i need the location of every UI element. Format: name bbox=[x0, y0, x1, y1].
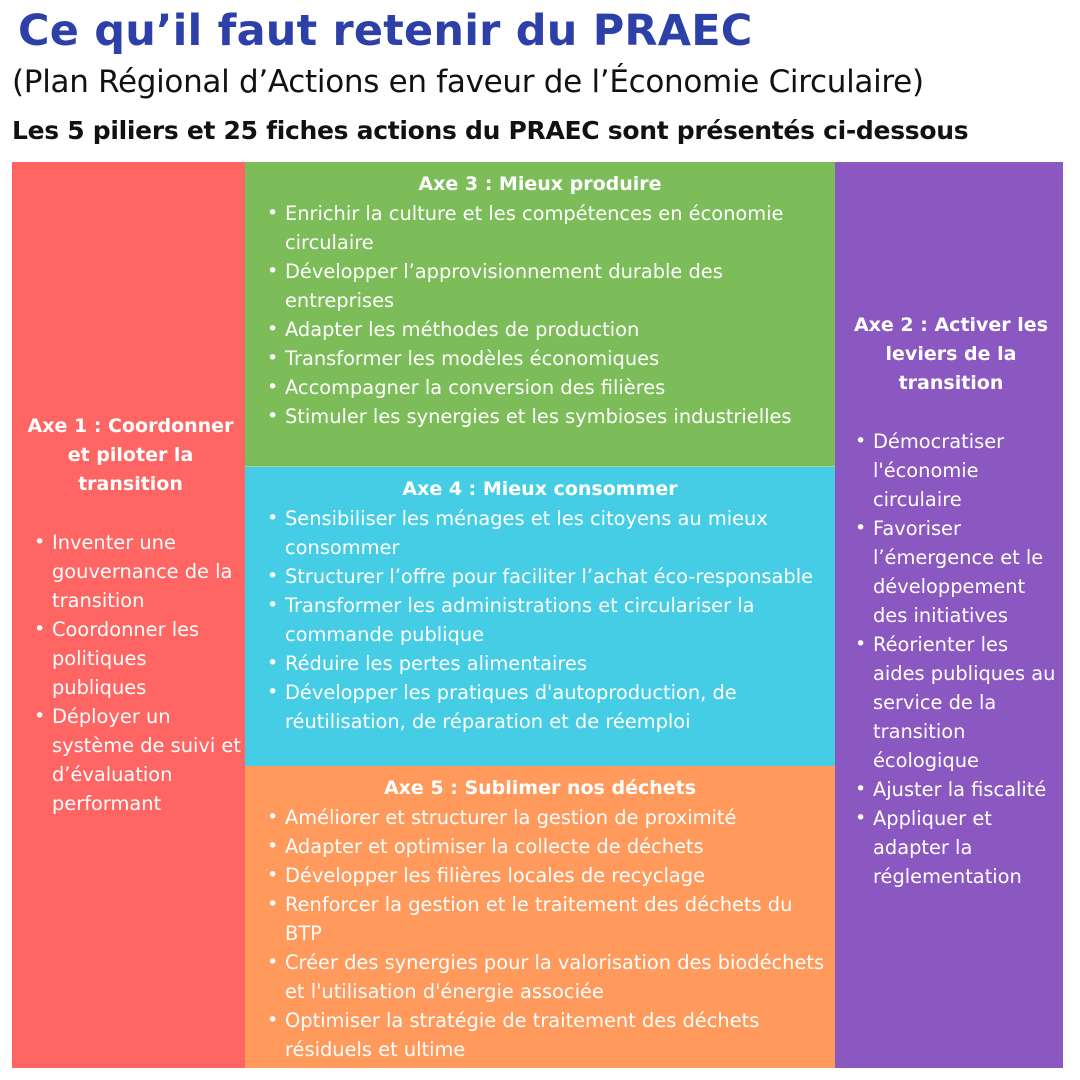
axe-5-item: • Optimiser la stratégie de traitement des déchets résiduels et ultime bbox=[253, 1006, 827, 1064]
axe-3-item: • Adapter les méthodes de production bbox=[253, 315, 827, 344]
axe-5-item: • Renforcer la gestion et le traitement des déchets du BTP bbox=[253, 890, 827, 948]
axe-3-item: • Transformer les modèles économiques bbox=[253, 344, 827, 373]
axe-4-item: • Transformer les administrations et circulariser la commande publique bbox=[253, 591, 827, 649]
axe-4-panel bbox=[245, 466, 835, 766]
axe-5-item: • Adapter et optimiser la collecte de déchets bbox=[253, 832, 827, 861]
axe-3-item: • Enrichir la culture et les compétences en économie circulaire bbox=[253, 199, 827, 257]
axe-2-item: • Ajuster la fiscalité bbox=[841, 775, 1061, 804]
axe-5-item: • Créer des synergies pour la valorisation des biodéchets et l'utilisation d'énergie associée bbox=[253, 948, 827, 1006]
axe-4-list bbox=[253, 504, 827, 736]
axe-5-panel bbox=[245, 766, 835, 1068]
axe-5-item: • Développer les filières locales de recyclage bbox=[253, 861, 827, 890]
axe-4-item: • Développer les pratiques d'autoproduction, de réutilisation, de réparation et de réemploi bbox=[253, 678, 827, 736]
axe-3-panel bbox=[245, 162, 835, 466]
axe-1-item: • Inventer une gouvernance de la transition bbox=[20, 528, 241, 615]
axe-2-item: • Favoriser l’émergence et le développement des initiatives bbox=[841, 514, 1061, 630]
axe-1-list bbox=[20, 528, 241, 818]
axe-3-item: • Stimuler les synergies et les symbioses industrielles bbox=[253, 402, 827, 431]
axe-5-item: • Améliorer et structurer la gestion de proximité bbox=[253, 803, 827, 832]
axe-5-title: Axe 5 : Sublimer nos déchets bbox=[383, 777, 697, 799]
axe-5-list bbox=[253, 803, 827, 1064]
axe-2-item: • Réorienter les aides publiques au service de la transition écologique bbox=[841, 630, 1061, 775]
page-title: Ce qu’il faut retenir du PRAEC bbox=[18, 6, 753, 56]
axe-2-item: • Appliquer et adapter la réglementation bbox=[841, 804, 1061, 891]
axe-4-item: • Sensibiliser les ménages et les citoyens au mieux consommer bbox=[253, 504, 827, 562]
axe-2-list bbox=[841, 427, 1061, 891]
axe-4-title: Axe 4 : Mieux consommer bbox=[402, 478, 678, 500]
axe-3-item: • Développer l’approvisionnement durable des entreprises bbox=[253, 257, 827, 315]
axe-1-item: • Coordonner les politiques publiques bbox=[20, 615, 241, 702]
axe-1-title: Axe 1 : Coordonner et piloter la transition bbox=[27, 415, 234, 495]
axe-1-item: • Déployer un système de suivi et d’évaluation performant bbox=[20, 702, 241, 818]
axe-1-panel bbox=[12, 162, 245, 1068]
axe-3-item: • Accompagner la conversion des filières bbox=[253, 373, 827, 402]
axe-4-item: • Réduire les pertes alimentaires bbox=[253, 649, 827, 678]
axe-2-panel bbox=[835, 162, 1063, 1068]
axe-3-list bbox=[253, 199, 827, 431]
axe-2-title: Axe 2 : Activer les leviers de la transition bbox=[853, 314, 1049, 394]
axe-3-title: Axe 3 : Mieux produire bbox=[418, 173, 662, 195]
page-subtitle: (Plan Régional d’Actions en faveur de l’Économie Circulaire) bbox=[12, 64, 924, 100]
axe-4-item: • Structurer l’offre pour faciliter l’achat éco-responsable bbox=[253, 562, 827, 591]
axe-2-item: • Démocratiser l'économie circulaire bbox=[841, 427, 1061, 514]
intro-text: Les 5 piliers et 25 fiches actions du PRAEC sont présentés ci-dessous bbox=[12, 116, 969, 145]
